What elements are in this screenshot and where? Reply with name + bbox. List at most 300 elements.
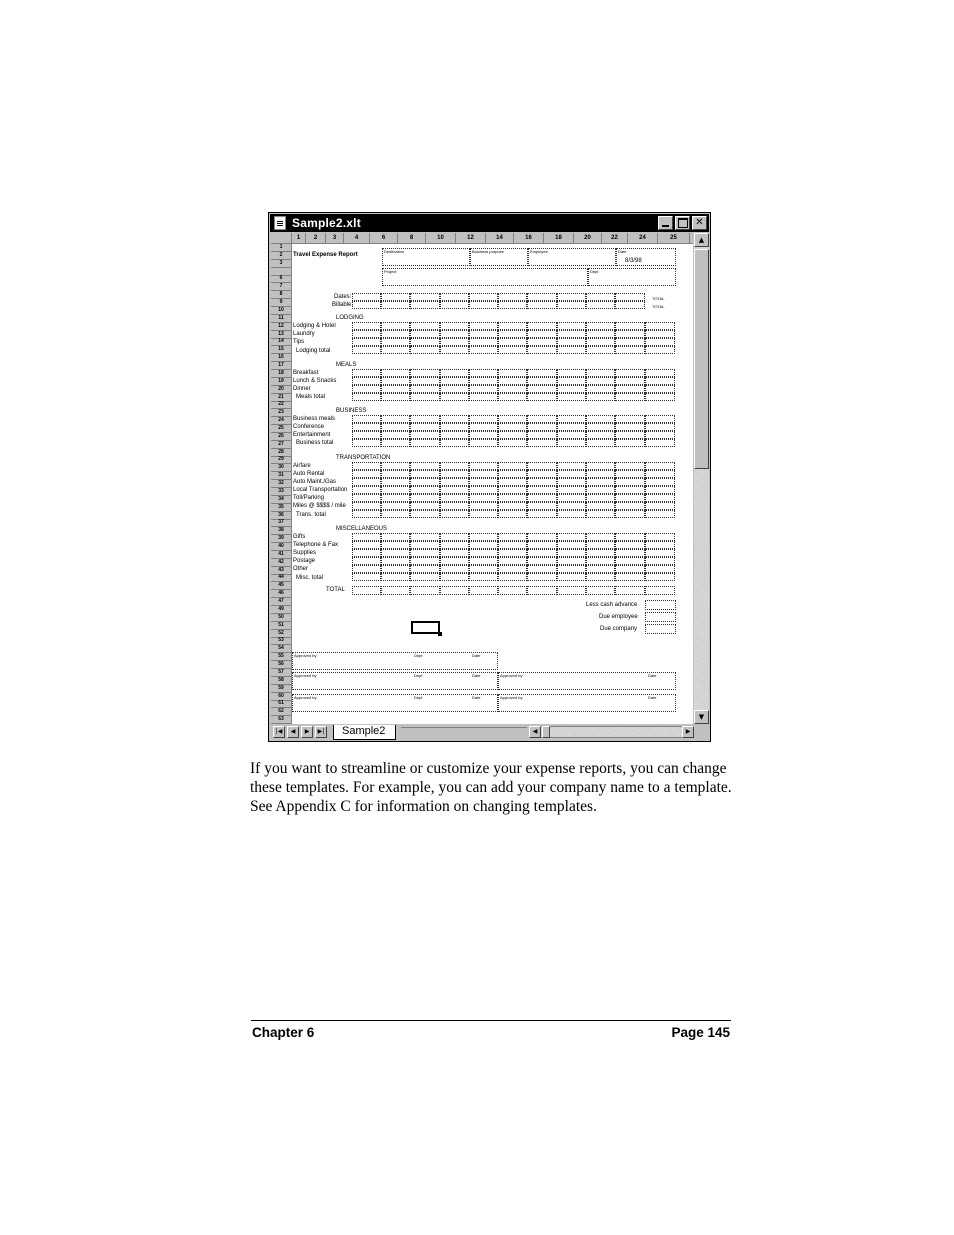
scroll-left-button[interactable]	[529, 726, 541, 738]
row-header[interactable]: 28	[271, 449, 291, 457]
row-header[interactable]: 30	[271, 464, 291, 472]
row-header[interactable]: 17	[271, 362, 291, 370]
grid-cell[interactable]	[615, 541, 645, 549]
grid-cell[interactable]	[615, 439, 645, 447]
grid-cell[interactable]	[352, 533, 381, 541]
grid-cell[interactable]	[440, 338, 469, 346]
grid-cell[interactable]	[440, 393, 469, 401]
grid-cell[interactable]	[586, 377, 615, 385]
grid-cell[interactable]	[498, 502, 527, 510]
grid-cell[interactable]	[557, 573, 586, 581]
grid-cell[interactable]	[498, 565, 527, 573]
grid-cell[interactable]	[469, 533, 498, 541]
grid-cell[interactable]	[586, 301, 615, 309]
grid-cell[interactable]	[498, 423, 527, 431]
grid-cell[interactable]	[440, 385, 469, 393]
approval-box-2[interactable]	[292, 672, 498, 690]
grid-cell[interactable]	[615, 322, 645, 330]
grid-cell[interactable]	[557, 377, 586, 385]
row-header[interactable]: 52	[271, 630, 291, 638]
grid-cell[interactable]	[527, 377, 557, 385]
grid-cell[interactable]	[645, 573, 675, 581]
grid-cell[interactable]	[440, 439, 469, 447]
grid-cell[interactable]	[352, 346, 381, 354]
grid-cell[interactable]	[557, 385, 586, 393]
grid-cell[interactable]	[498, 301, 527, 309]
prev-sheet-button[interactable]	[287, 726, 299, 738]
grid-cell[interactable]	[381, 293, 410, 301]
grid-cell[interactable]	[440, 541, 469, 549]
grid-cell[interactable]	[557, 470, 586, 478]
grid-cell[interactable]	[557, 565, 586, 573]
grid-cell[interactable]	[440, 486, 469, 494]
column-header[interactable]: 24	[628, 233, 658, 243]
grid-cell[interactable]	[469, 494, 498, 502]
grid-cell[interactable]	[645, 346, 675, 354]
grid-cell[interactable]	[527, 486, 557, 494]
grid-cell[interactable]	[352, 385, 381, 393]
grid-cell[interactable]	[498, 385, 527, 393]
row-header[interactable]: 27	[271, 441, 291, 449]
grid-cell[interactable]	[557, 423, 586, 431]
grid-cell[interactable]	[615, 377, 645, 385]
grid-cell[interactable]	[381, 494, 410, 502]
grid-cell[interactable]	[557, 393, 586, 401]
grid-cell[interactable]	[527, 293, 557, 301]
grid-cell[interactable]	[586, 330, 615, 338]
grid-cell[interactable]	[410, 393, 440, 401]
row-header[interactable]: 16	[271, 354, 291, 362]
column-header[interactable]: 1	[292, 233, 306, 243]
vertical-scroll-thumb[interactable]	[694, 249, 709, 469]
row-header[interactable]: 25	[271, 425, 291, 433]
grid-cell[interactable]	[615, 462, 645, 470]
grid-cell[interactable]	[645, 369, 675, 377]
row-header[interactable]: 33	[271, 488, 291, 496]
grid-cell[interactable]	[410, 338, 440, 346]
grid-cell[interactable]	[498, 573, 527, 581]
grid-cell[interactable]	[381, 301, 410, 309]
vertical-scrollbar[interactable]	[694, 233, 709, 724]
grid-cell[interactable]	[645, 586, 675, 595]
row-header[interactable]: 31	[271, 472, 291, 480]
row-header[interactable]: 29	[271, 456, 291, 464]
grid-cell[interactable]	[557, 533, 586, 541]
row-header[interactable]: 6	[271, 275, 291, 283]
grid-cell[interactable]	[527, 346, 557, 354]
row-header[interactable]: 38	[271, 527, 291, 535]
grid-cell[interactable]	[498, 393, 527, 401]
grid-cell[interactable]	[410, 415, 440, 423]
grid-cell[interactable]	[586, 494, 615, 502]
grid-cell[interactable]	[410, 431, 440, 439]
grid-cell[interactable]	[410, 423, 440, 431]
grid-cell[interactable]	[586, 586, 615, 595]
grid-cell[interactable]	[440, 369, 469, 377]
grid-cell[interactable]	[645, 478, 675, 486]
column-header[interactable]: 14	[486, 233, 514, 243]
grid-cell[interactable]	[381, 423, 410, 431]
grid-cell[interactable]	[615, 533, 645, 541]
grid-cell[interactable]	[469, 338, 498, 346]
grid-cell[interactable]	[586, 431, 615, 439]
grid-cell[interactable]	[527, 431, 557, 439]
grid-cell[interactable]	[557, 369, 586, 377]
column-header[interactable]: 4	[344, 233, 370, 243]
grid-cell[interactable]	[352, 573, 381, 581]
grid-cell[interactable]	[615, 470, 645, 478]
grid-cell[interactable]	[645, 385, 675, 393]
grid-cell[interactable]	[381, 369, 410, 377]
grid-cell[interactable]	[498, 293, 527, 301]
grid-cell[interactable]	[645, 330, 675, 338]
row-header[interactable]: 11	[271, 315, 291, 323]
row-header[interactable]: 1	[271, 244, 291, 252]
grid-cell[interactable]	[352, 586, 381, 595]
grid-cell[interactable]	[440, 573, 469, 581]
grid-cell[interactable]	[440, 462, 469, 470]
grid-cell[interactable]	[527, 423, 557, 431]
row-header[interactable]: 19	[271, 378, 291, 386]
grid-cell[interactable]	[440, 301, 469, 309]
grid-cell[interactable]	[381, 573, 410, 581]
column-header[interactable]: 8	[398, 233, 426, 243]
row-header[interactable]: 35	[271, 504, 291, 512]
grid-cell[interactable]	[410, 573, 440, 581]
row-header[interactable]: 10	[271, 307, 291, 315]
row-header[interactable]: 44	[271, 574, 291, 582]
grid-cell[interactable]	[352, 415, 381, 423]
row-header[interactable]: 56	[271, 661, 291, 669]
grid-cell[interactable]	[527, 393, 557, 401]
grid-cell[interactable]	[381, 478, 410, 486]
scroll-down-button[interactable]	[694, 710, 709, 724]
grid-cell[interactable]	[352, 486, 381, 494]
grid-cell[interactable]	[615, 293, 645, 301]
grid-cell[interactable]	[440, 502, 469, 510]
grid-cell[interactable]	[352, 470, 381, 478]
grid-cell[interactable]	[381, 439, 410, 447]
grid-cell[interactable]	[352, 462, 381, 470]
grid-cell[interactable]	[586, 385, 615, 393]
grid-cell[interactable]	[498, 586, 527, 595]
grid-cell[interactable]	[469, 293, 498, 301]
grid-cell[interactable]	[440, 293, 469, 301]
grid-cell[interactable]	[469, 377, 498, 385]
column-header[interactable]: 2	[306, 233, 326, 243]
row-header[interactable]: 61	[271, 700, 291, 708]
grid-cell[interactable]	[381, 549, 410, 557]
grid-cell[interactable]	[527, 549, 557, 557]
row-header[interactable]: 34	[271, 496, 291, 504]
grid-cell[interactable]	[352, 439, 381, 447]
minimize-button[interactable]	[658, 216, 673, 230]
grid-cell[interactable]	[498, 533, 527, 541]
grid-cell[interactable]	[615, 330, 645, 338]
grid-cell[interactable]	[498, 549, 527, 557]
row-header[interactable]: 8	[271, 291, 291, 299]
approval-box-4[interactable]	[292, 694, 498, 712]
scroll-up-button[interactable]	[694, 233, 709, 247]
grid-cell[interactable]	[381, 486, 410, 494]
grid-cell[interactable]	[352, 478, 381, 486]
grid-cell[interactable]	[440, 557, 469, 565]
grid-cell[interactable]	[645, 431, 675, 439]
grid-cell[interactable]	[381, 502, 410, 510]
document-icon[interactable]	[274, 216, 286, 230]
grid-cell[interactable]	[586, 293, 615, 301]
grid-cell[interactable]	[586, 338, 615, 346]
row-header[interactable]: 49	[271, 606, 291, 614]
grid-cell[interactable]	[645, 393, 675, 401]
due-company-cell[interactable]	[645, 624, 676, 634]
grid-cell[interactable]	[557, 346, 586, 354]
grid-cell[interactable]	[586, 486, 615, 494]
grid-cell[interactable]	[381, 541, 410, 549]
grid-cell[interactable]	[440, 533, 469, 541]
grid-cell[interactable]	[615, 486, 645, 494]
row-header[interactable]: 24	[271, 417, 291, 425]
grid-cell[interactable]	[586, 470, 615, 478]
grid-cell[interactable]	[410, 377, 440, 385]
grid-cell[interactable]	[498, 377, 527, 385]
grid-cell[interactable]	[469, 423, 498, 431]
grid-cell[interactable]	[440, 470, 469, 478]
grid-cell[interactable]	[498, 470, 527, 478]
grid-cell[interactable]	[498, 369, 527, 377]
grid-cell[interactable]	[469, 510, 498, 518]
grid-cell[interactable]	[440, 478, 469, 486]
row-header[interactable]: 3	[271, 260, 291, 268]
grid-cell[interactable]	[586, 346, 615, 354]
grid-cell[interactable]	[615, 549, 645, 557]
grid-cell[interactable]	[440, 549, 469, 557]
grid-cell[interactable]	[440, 565, 469, 573]
grid-cell[interactable]	[615, 510, 645, 518]
grid-cell[interactable]	[586, 393, 615, 401]
row-header[interactable]: 23	[271, 409, 291, 417]
row-header[interactable]: 41	[271, 551, 291, 559]
row-header[interactable]: 55	[271, 653, 291, 661]
grid-cell[interactable]	[615, 385, 645, 393]
grid-cell[interactable]	[381, 533, 410, 541]
grid-cell[interactable]	[615, 494, 645, 502]
approval-box-1[interactable]	[292, 652, 498, 670]
grid-cell[interactable]	[527, 557, 557, 565]
grid-cell[interactable]	[440, 423, 469, 431]
row-header[interactable]: 54	[271, 645, 291, 653]
grid-cell[interactable]	[527, 573, 557, 581]
grid-cell[interactable]	[352, 510, 381, 518]
grid-cell[interactable]	[410, 586, 440, 595]
grid-cell[interactable]	[527, 322, 557, 330]
grid-cell[interactable]	[469, 322, 498, 330]
grid-cell[interactable]	[352, 541, 381, 549]
grid-cell[interactable]	[410, 330, 440, 338]
grid-cell[interactable]	[586, 557, 615, 565]
grid-cell[interactable]	[586, 415, 615, 423]
grid-cell[interactable]	[498, 439, 527, 447]
grid-cell[interactable]	[557, 494, 586, 502]
column-header[interactable]: 25	[658, 233, 690, 243]
worksheet[interactable]	[292, 244, 693, 724]
grid-cell[interactable]	[557, 330, 586, 338]
grid-cell[interactable]	[645, 565, 675, 573]
grid-cell[interactable]	[645, 423, 675, 431]
row-header[interactable]: 20	[271, 386, 291, 394]
grid-cell[interactable]	[645, 494, 675, 502]
grid-cell[interactable]	[410, 502, 440, 510]
grid-cell[interactable]	[586, 462, 615, 470]
grid-cell[interactable]	[440, 494, 469, 502]
grid-cell[interactable]	[645, 338, 675, 346]
grid-cell[interactable]	[381, 338, 410, 346]
grid-cell[interactable]	[410, 301, 440, 309]
grid-cell[interactable]	[381, 462, 410, 470]
row-header[interactable]: 32	[271, 480, 291, 488]
grid-cell[interactable]	[615, 338, 645, 346]
grid-cell[interactable]	[527, 415, 557, 423]
grid-cell[interactable]	[527, 478, 557, 486]
column-header[interactable]: 20	[574, 233, 602, 243]
grid-cell[interactable]	[410, 462, 440, 470]
dept-field[interactable]	[588, 268, 676, 286]
grid-cell[interactable]	[352, 338, 381, 346]
grid-cell[interactable]	[557, 293, 586, 301]
grid-cell[interactable]	[586, 533, 615, 541]
grid-cell[interactable]	[440, 586, 469, 595]
last-sheet-button[interactable]	[315, 726, 327, 738]
grid-cell[interactable]	[615, 565, 645, 573]
row-header[interactable]: 13	[271, 331, 291, 339]
grid-cell[interactable]	[645, 541, 675, 549]
grid-cell[interactable]	[645, 439, 675, 447]
grid-cell[interactable]	[645, 549, 675, 557]
grid-cell[interactable]	[469, 586, 498, 595]
grid-cell[interactable]	[469, 565, 498, 573]
grid-cell[interactable]	[352, 549, 381, 557]
column-header[interactable]: 22	[602, 233, 628, 243]
grid-cell[interactable]	[498, 322, 527, 330]
column-header[interactable]: 16	[514, 233, 544, 243]
close-button[interactable]	[692, 216, 707, 230]
grid-cell[interactable]	[381, 377, 410, 385]
grid-cell[interactable]	[586, 573, 615, 581]
grid-cell[interactable]	[615, 369, 645, 377]
row-header[interactable]: 60	[271, 693, 291, 701]
select-all-corner[interactable]	[271, 233, 292, 243]
grid-cell[interactable]	[352, 393, 381, 401]
row-header[interactable]: 26	[271, 433, 291, 441]
grid-cell[interactable]	[381, 586, 410, 595]
grid-cell[interactable]	[557, 338, 586, 346]
row-header[interactable]: 43	[271, 567, 291, 575]
grid-cell[interactable]	[527, 439, 557, 447]
grid-cell[interactable]	[410, 565, 440, 573]
grid-cell[interactable]	[527, 462, 557, 470]
grid-cell[interactable]	[469, 301, 498, 309]
horizontal-scrollbar[interactable]	[529, 726, 694, 738]
grid-cell[interactable]	[557, 549, 586, 557]
row-header[interactable]: 53	[271, 637, 291, 645]
grid-cell[interactable]	[615, 415, 645, 423]
row-header[interactable]: 51	[271, 622, 291, 630]
row-header[interactable]: 36	[271, 512, 291, 520]
row-header[interactable]: 37	[271, 519, 291, 527]
grid-cell[interactable]	[352, 565, 381, 573]
grid-cell[interactable]	[469, 557, 498, 565]
grid-cell[interactable]	[381, 322, 410, 330]
grid-cell[interactable]	[527, 565, 557, 573]
grid-cell[interactable]	[440, 510, 469, 518]
grid-cell[interactable]	[557, 431, 586, 439]
grid-cell[interactable]	[557, 322, 586, 330]
grid-cell[interactable]	[527, 330, 557, 338]
column-header[interactable]: 3	[326, 233, 344, 243]
grid-cell[interactable]	[645, 533, 675, 541]
grid-cell[interactable]	[527, 510, 557, 518]
grid-cell[interactable]	[645, 377, 675, 385]
grid-cell[interactable]	[645, 322, 675, 330]
grid-cell[interactable]	[557, 557, 586, 565]
grid-cell[interactable]	[557, 301, 586, 309]
grid-cell[interactable]	[410, 478, 440, 486]
grid-cell[interactable]	[469, 462, 498, 470]
grid-cell[interactable]	[352, 494, 381, 502]
active-cell-selection[interactable]	[411, 621, 440, 634]
grid-cell[interactable]	[440, 346, 469, 354]
grid-cell[interactable]	[557, 486, 586, 494]
column-header[interactable]: 12	[456, 233, 486, 243]
next-sheet-button[interactable]	[301, 726, 313, 738]
row-header[interactable]: 22	[271, 401, 291, 409]
grid-cell[interactable]	[498, 330, 527, 338]
row-header[interactable]: 18	[271, 370, 291, 378]
grid-cell[interactable]	[645, 415, 675, 423]
grid-cell[interactable]	[645, 502, 675, 510]
grid-cell[interactable]	[469, 573, 498, 581]
row-header[interactable]: 50	[271, 614, 291, 622]
row-header[interactable]: 45	[271, 582, 291, 590]
grid-cell[interactable]	[615, 423, 645, 431]
grid-cell[interactable]	[615, 557, 645, 565]
grid-cell[interactable]	[381, 431, 410, 439]
row-header[interactable]: 59	[271, 685, 291, 693]
grid-cell[interactable]	[498, 346, 527, 354]
project-field[interactable]	[382, 268, 588, 286]
grid-cell[interactable]	[527, 586, 557, 595]
grid-cell[interactable]	[498, 431, 527, 439]
column-header[interactable]: 10	[426, 233, 456, 243]
row-header[interactable]: 9	[271, 299, 291, 307]
grid-cell[interactable]	[410, 510, 440, 518]
grid-cell[interactable]	[440, 415, 469, 423]
row-header[interactable]: 15	[271, 346, 291, 354]
grid-cell[interactable]	[527, 502, 557, 510]
grid-cell[interactable]	[498, 510, 527, 518]
grid-cell[interactable]	[352, 330, 381, 338]
grid-cell[interactable]	[410, 541, 440, 549]
grid-cell[interactable]	[381, 330, 410, 338]
grid-cell[interactable]	[469, 439, 498, 447]
grid-cell[interactable]	[352, 293, 381, 301]
grid-cell[interactable]	[586, 549, 615, 557]
row-header[interactable]: 39	[271, 535, 291, 543]
grid-cell[interactable]	[410, 385, 440, 393]
grid-cell[interactable]	[527, 494, 557, 502]
grid-cell[interactable]	[352, 502, 381, 510]
grid-cell[interactable]	[645, 486, 675, 494]
